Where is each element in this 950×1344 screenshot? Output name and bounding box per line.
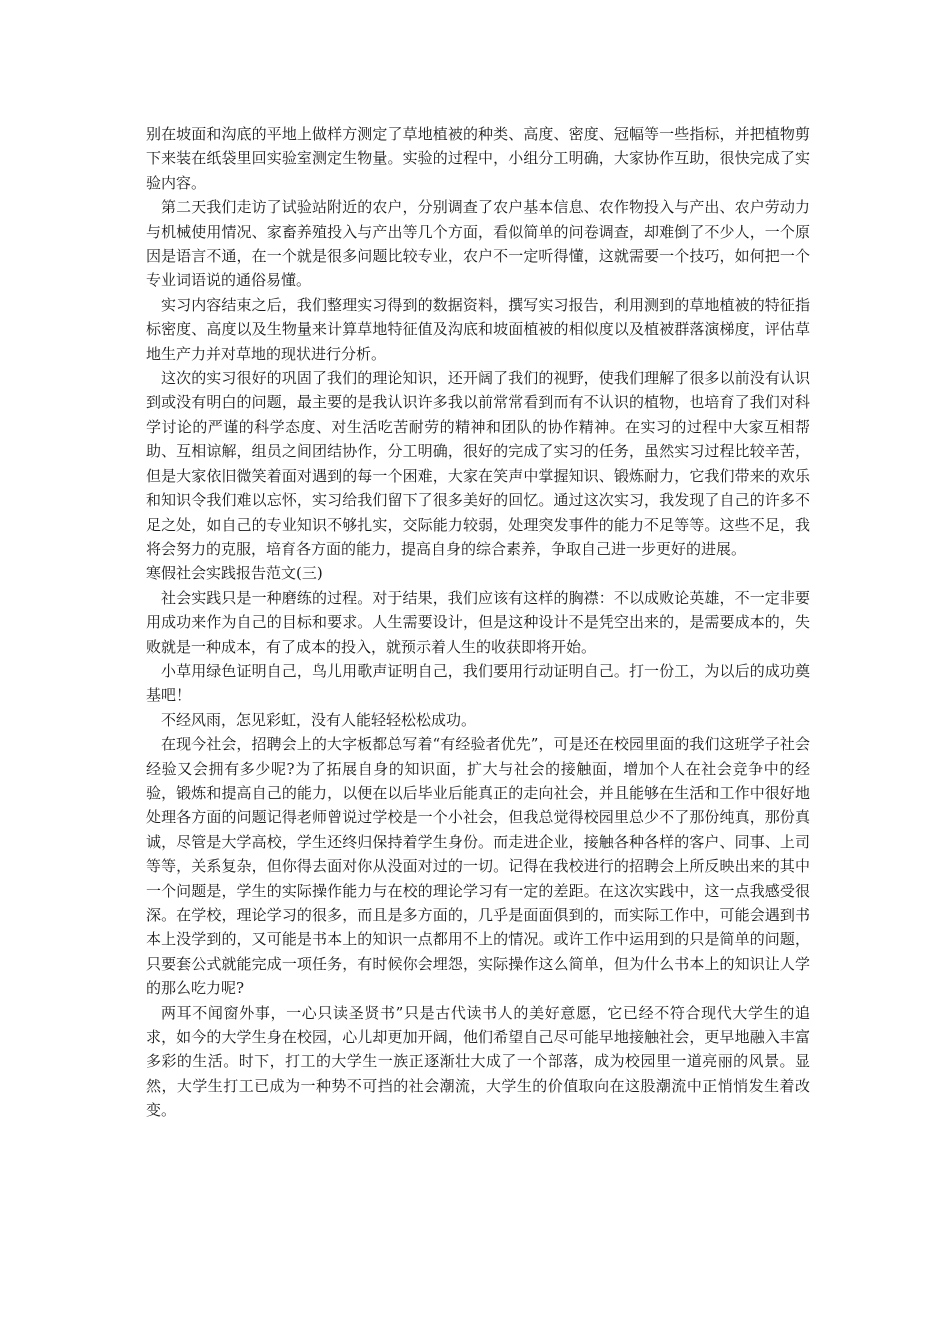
- paragraph-no-rain-no-rainbow: 不经风雨，怎见彩虹，没有人能轻轻松松成功。: [161, 710, 477, 729]
- paragraph-internship-summary: 这次的实习很好的巩固了我们的理论知识，还开阔了我们的视野，使我们理解了很多以前没有认识到或没有明白的问题，最主要的是我认识许多我以前常常看到而有不认识的植物，也培育了我们对科学讨论的严谨的科学态度、对生活吃苦耐劳的精神和团队的协作精神。在实习的过程中大家互相帮助、互相谅解，组员之间团结协作，分工明确，很好的完成了实习的任务，虽然实习过程比较辛苦，但是大家依旧微笑着面对遇到的每一个困难，大家在笑声中掌握知识、锻炼耐力，它我们带来的欢乐和知识令我们难以忘怀，实习给我们留下了很多美好的回忆。通过这次实习，我发现了自己的许多不足之处，如自己的专业知识不够扎实，交际能力较弱，处理突发事件的能力不足等等。这些不足，我将会努力的克服，培育各方面的能力，提高自身的综合素养，争取自己进一步更好的进展。: [146, 369, 810, 558]
- paragraph-continuation: 别在坡面和沟底的平地上做样方测定了草地植被的种类、高度、密度、冠幅等一些指标，并把植物剪下来装在纸袋里回实验室测定生物量。实验的过程中，小组分工明确，大家协作互助，很快完成了实验内容。: [146, 125, 810, 192]
- document-page: [146, 122, 810, 1123]
- paragraph-student-work-trend: 两耳不闻窗外事，一心只读圣贤书”只是古代读书人的美好意愿，它已经不符合现代大学生的追求，如今的大学生身在校园，心儿却更加开阔，他们希望自己尽可能早地接触社会，更早地融入丰富多彩的生活。时下，打工的大学生一族正逐渐壮大成了一个部落，成为校园里一道亮丽的风景。显然，大学生打工已成为一种势不可挡的社会潮流，大学生的价值取向在这股潮流中正悄悄发生着改变。: [146, 1003, 810, 1120]
- section-heading: 寒假社会实践报告范文(三): [146, 564, 323, 583]
- paragraph-data-analysis: 实习内容结束之后，我们整理实习得到的数据资料，撰写实习报告，利用测到的草地植被的特征指标密度、高度以及生物量来计算草地特征值及沟底和坡面植被的相似度以及植被群落演梯度，评估草地生产力并对草地的现状进行分析。: [146, 295, 810, 363]
- paragraph-practice-intro: 社会实践只是一种磨练的过程。对于结果，我们应该有这样的胸襟：不以成败论英雄，不一定非要用成功来作为自己的目标和要求。人生需要设计，但是这种设计不是凭空出来的，是需要成本的，失败就是一种成本，有了成本的投入，就预示着人生的收获即将开始。: [146, 588, 810, 656]
- paragraph-prove-yourself: 小草用绿色证明自己，鸟儿用歌声证明自己，我们要用行动证明自己。打一份工，为以后的成功奠基吧！: [146, 661, 810, 705]
- paragraph-farm-survey: 第二天我们走访了试验站附近的农户，分别调查了农户基本信息、农作物投入与产出、农户劳动力与机械使用情况、家畜养殖投入与产出等几个方面，看似简单的问卷调查，却难倒了不少人，一个原因是语言不通，在一个就是很多问题比较专业，农户不一定听得懂，这就需要一个技巧，如何把一个专业词语说的通俗易懂。: [146, 198, 810, 290]
- paragraph-experience: 在现今社会，招聘会上的大字板都总写着“有经验者优先”，可是还在校园里面的我们这班学子社会经验又会拥有多少呢?为了拓展自身的知识面，扩大与社会的接触面，增加个人在社会竞争中的经验，锻炼和提高自己的能力，以便在以后毕业后能真正的走向社会，并且能够在生活和工作中很好地处理各方面的问题记得老师曾说过学校是一个小社会，但我总觉得校园里总少不了那份纯真，那份真诚，尽管是大学高校，学生还终归保持着学生身份。而走进企业，接触各种各样的客户、同事、上司等等，关系复杂，但你得去面对你从没面对过的一切。记得在我校进行的招聘会上所反映出来的其中一个问题是，学生的实际操作能力与在校的理论学习有一定的差距。在这次实践中，这一点我感受很深。在学校，理论学习的很多，而且是多方面的，几乎是面面俱到的，而实际工作中，可能会遇到书本上没学到的，又可能是书本上的知识一点都用不上的情况。或许工作中运用到的只是简单的问题，只要套公式就能完成一项任务，有时候你会埋怨，实际操作这么简单，但为什么书本上的知识让人学的那么吃力呢?: [146, 735, 810, 998]
